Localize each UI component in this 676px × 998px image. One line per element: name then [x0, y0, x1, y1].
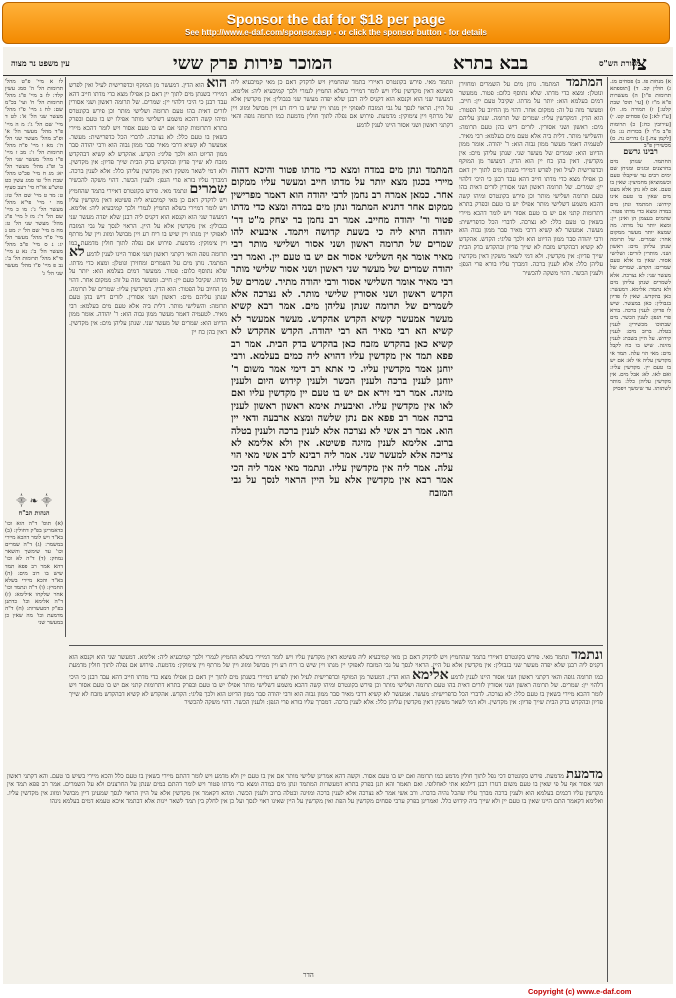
- page-header: [3, 49, 673, 75]
- lower-dibbur-alima: אלימא: [412, 666, 449, 683]
- lower-dibbur-medamaat: מדמעת: [566, 767, 604, 782]
- rabbeinu-gershom-column: החתמד. שנותן מים בחרצנים ובזגים ומניחן שם ימים רבים עד שיקבלו טעם וכשמוציאן מחמיצין: שאין בו טעם. אם לא נתן אלא מעט מים שאין בו טעם אינו קידוש: המתמד ונתן מים במדה ומצא כדי מדתו פטור. שהמים בעצמן הן ואינן יין: ומצא יותר על מדתו. מה שמצא יותר מעשר ממקום אחר: שמרים. של תרומה שנתן עליהן מים: ראשון ושני. מותרין לזרים: ושלישי אסור. שאין בו אלא טעם שמרים: הקדש. שמרים של מעשר שני: לא נצרכה. אלא לשמרים שנתן עליהן מים ולא נתמד: אלימא. דמעשר: כאן בהקדש. שאין לו פדיון בגבולין: כאן במעשר. שיש לו פדיון: לענין ברכה. בורא פרי הגפן: לענין הכשר. מים שבתוכו מכשירין: לענין בטלה. ברוב מים: לענין קידוש. על היין בשבת: לענין מזיגה. שיש בו כח לקבל מים: מאי הוי עלה. תמד אי מקדשין עליה אי לא: אם יש בו טעם יין. מקדשין עליו: ואם לאו. לא: אבל מים. אין מקדשין עליהן כלל: מותר לשתותו. עד שימשך ויפסיק: [610, 159, 671, 392]
- page-catchword: הדר: [303, 971, 314, 979]
- tosafot-dibbur-shmarim: שמרים: [189, 181, 227, 198]
- copyright-notice: Copyright (c) www.e-daf.com: [528, 987, 632, 996]
- rashi-text: המתמד. נותן מים על השמרים ומחזירן ונוטלן: ומצא כדי מדתו. שלא נתוסף כלום: פטור. ממעשר דמים בעלמא הוא: יותר על מדתו. שקיבל טעם יין: חייב. ומעשר מזה על זה: ממקום אחר. דהוי מן החיוב על הפטור: הוא הדין. דמקדשין עליו: שמרים של תרומה. שנתן עליהם מים: ראשון ושני אסורין. לזרים דיש בהן טעם תרומה: והשלישי מותר. דלית ביה אלא טעם מים בעלמא: רבי מאיר. לטעמיה דאמר מעשר ממון גבוה הוא: ר' יהודה. אומר ממון הדיוט הוא: שמרים של מעשר שני. שנתן עליהן מים: אין מקדשין. דאין בהן כח יין: [459, 81, 604, 166]
- sponsor-subline[interactable]: See http://www.e-daf.com/sponsor.asp - or click the sponsor button - for details: [185, 28, 487, 37]
- tosafot-column: [69, 75, 228, 639]
- lower-text-c: מדמעת. פירש בקונטרס דכי נפל לתוך חולין מדמע כמו תרומה ואם יש בו טעם אסור. וקשה דהא אמרינן שלישי מותר אם אין בו טעם יין ולא מדמע ויש לומר דהתם מיירי בשאין בו טעם כלל והכא מיירי בשיש בו טעם. והא דקתני ראשון ושני אסור אף על פי שאין בו טעם משום דגזרו רבנן דילמא אתי לאחלופי. ואם תאמר והא תנן בפרק בתרא דמעשרות המתמד ונתן מים במדה ומצא כדי מדתו פטור ויש לומר דהתם במים שנתן על החרצנים ולא על השמרים. אמר רב פפא תמד אין מקדשין עליו דכמים בעלמא הוא ולענין ברכה מברך עליו שהכל נהיה בדברו. ורב אשי אמר לא נצרכה אלא לענין ברכה ומזיגה ובטלה ברוב ולענין הכשר. ומהא דקאמר אין מקדשין אלא על היין הראוי לנסך שמעינן דיין מבושל ומזוג אין מקדשין עליו. ואלימא דקאמר התם היינו שאין בו טעם יין ולא שייך ביה קידוש כלל. ואמרינן בפרק ערבי פסחים מקדשין על הפת ואין מקדשין על היין שאינו ראוי לנסך ועל כן אין לחלק בין תמד לשאר יינות אלא דבתמד איכא טעמא דמים בעלמא נינהו: [7, 773, 603, 806]
- haggahot-column: (א) תוס' ד"ה הוא וכו' כדאמרינן בפ"ק דחולין: (ב) בא"ד ויש לומר דהכא מיירי במשמר: (ג) ד"ה שמרים וכו' עד שימשך והשאר נמחק: (ד) ד"ה לא וכו' דהא אמר רב פפא תמד שיש בו רוב מים: (ה) בא"ד והכא מיירי בשלא החמיץ: (ו) ד"ה ונתמד וכו' אחר שלקחו אילימא: (ז) ד"ה אלימא וכו' כדתנן בפ"ק דמעשרות: (ח) ד"ה מדמעת וכו' מה שאין כן במעשר שני: [5, 521, 63, 627]
- margin-divider-left: [65, 77, 66, 637]
- rashi-column: [459, 75, 604, 629]
- sponsor-headline[interactable]: Sponsor the daf for $18 per page: [226, 11, 446, 27]
- lower-commentary-a: [69, 647, 604, 769]
- ein-mishpat-label: עין משפט נר מצוה: [11, 58, 70, 68]
- gemara-main-text: [231, 165, 453, 643]
- daf-number: צז: [631, 51, 648, 75]
- lower-section-rule: [69, 645, 603, 646]
- talmud-page: [3, 47, 673, 984]
- lower-text-b: הוא הדין. דמעשר מן המוקף וכדפרישית לעיל ואין לפרש דמיירי בשנתן מים לתוך יין דאם כן אפילו מצא כדי מדתו חייב דהא עבד רבנן כי היכי דלהוי יין: שמרים. של תרומה ראשון ושני אסורין לזרים דאית בהו טעם תרומה ושלישי מותר וכן פירש בקונטרס ומיהו קשה דהכא משמע דשלישי מותר אפילו יש בו טעם ובפרק בתרא דתרומות קתני אם יש בו טעם אסור ויש לומר דהכא מיירי בשאין בו טעם כלל: לא נצרכה. לדברי הכל כדפרישית: מעשר. אמעשר לא קשיא דרבי מאיר סבר ממון גבוה הוא ורבי יהודה סבר ממון הדיוט הוא ולכך פליגי: הקדש. אהקדש לא קשיא דבהקדש מזבח לא שייך פדיון ובהקדש בדק הבית שייך פדיון: אין מקדשין. ולא דמי לשאר משקין דאין מקדשין עליהן כלל: אלא לענין ברכה. דמברך עליו בורא פרי הגפן: ולענין הכשר. דהוי משקה להכשיר: [69, 673, 603, 707]
- lower-commentary-b: [7, 767, 604, 969]
- tosafot-top-text: ונתמד מאי. פירש בקונטרס דאיירי בתמד שהחמיץ ויש לדקדק דאם כן מאי קמיבעיא ליה פשיטא דאין מקדשין עליו ויש לומר דמיירי בשלא החמיץ לגמרי ולכך קמיבעיא ליה: אלימא. דמעשר שני הוא וקנסא הוא דקניס ליה רבנן שלא יפדה מעשר שני בגבולין: אין מקדשין אלא על היין. הראוי לנסך על גבי המזבח לאפוקי יין מגתו ויין שיש בו ריח רע ויין מבושל ומזוג ויין של מרתף ויין צימוקין: מדמעת. פירוש אם נפלה לתוך חולין מדמעת כמו תרומה גופה והאי דקתני ראשון ושני אסור היינו לענין לדמע: [231, 79, 453, 129]
- lower-text-a: ונתמד מאי. פירש בקונטרס דאיירי בתמד שהחמיץ ויש לדקדק דאם כן מאי קמיבעיא ליה פשיטא דאין מקדשין עליו ויש לומר דמיירי בשלא החמיץ לגמרי ולכך קמיבעיא ליה: אלימא. דמעשר שני הוא וקנסא הוא דקניס ליה רבנן שלא יפדה מעשר שני בגבולין: אין מקדשין אלא על היין. הראוי לנסך על גבי המזבח לאפוקי יין מגתו ויין שיש בו ריח רע ויין מבושל ומזוג ויין של מרתף ויין צימוקין: מדמעת. פירוש אם נפלה לתוך חולין מדמעת כמו תרומה גופה והאי דקתני ראשון ושני אסור היינו לענין לדמע: [69, 654, 604, 681]
- chapter-title: המוכר פירות פרק ששי: [173, 53, 333, 74]
- tosafot-top-block: [231, 79, 453, 161]
- tractate-title: בבא בתרא: [453, 53, 529, 74]
- mesoret-label: מסורת הש"ס: [599, 58, 641, 68]
- rabbeinu-gershom-heading: רבינו גרשם: [623, 146, 658, 156]
- haggahot-heading: הגהות הב"ח: [18, 509, 50, 517]
- gemara-text: המתמד ונתן מים במדה ומצא כדי מדתו פטור והיכא דהוה מיירי בכגון מצא יותר על מדתו חייב ומעשר עליו ממקום אחר. כמאן אמרה רב נחמן לרבי יהודה הוא דאמר מפרישין ממקום אחר דתניא המתמד ונתן מים במדה ומצא כדי מדתו פטור ור' יהודה מחייב. אמר רב נחמן בר יצחק מ"ט דר' יהודה הויא ליה כי בשעת קדושה ויתמד. איבעיא להו שמרים של תרומה ראשון ושני אסור ושלישי מותר רבי מאיר אומר אף השלישי אסור אם יש בו טעם יין. ואמר רבי יהודה שמרים של מעשר שני ראשון ושני אסור שלישי מותר רבי מאיר אומר השלישי אסור ורבי יהודה מתיר. שמרים של הקדש ראשון ושני אסורין שלישי מותר. לא נצרכה אלא לשמרים של תרומה שנתן עליהן מים. אמר רבא קשיא מעשר אמעשר קשיא הקדש אהקדש. מעשר אמעשר לא קשיא הא רבי מאיר הא רבי יהודה. הקדש אהקדש לא קשיא כאן בהקדש מזבח כאן בהקדש בדק הבית. אמר רב פפא תמד אין מקדשין עליו דהויא ליה כמים בעלמא. ורבי יוחנן אמר מקדשין עליו. כי אתא רב דימי אמר משום ר' יוחנן לענין ברכה ולענין הכשר ולענין קידוש היום ולענין מזיגה. אמר רבי זירא אם יש בו טעם יין מקדשין עליו ואם לאו אין מקדשין עליו. ואיבעית אימא ראשון ראשון לענין ברכה אמר רב פפא אם נתן שלשה ומצא ארבעה ודאי יין הוא. אמר רב אשי לא נצרכה אלא לענין ברכה ולענין בטלה ברוב. אלימא לענין מזיגה פשיטא. אין ולא אלימא לא צריכה אלא למעשר שני. אמר ליה רבינא לרב אשי מאי הוי עלה. אמר ליה אין מקדשין עליו. ונתמד מאי אמר ליה הכי אמר רבא אין מקדשין אלא על היין הראוי לנסך על גבי המזבח: [231, 165, 453, 499]
- divider-ornament: ⸎ ❧ ⸎: [16, 496, 52, 507]
- rashi-text-cont: הוא הדין. דמעשר מן המוקף וכדפרישית לעיל ואין לפרש דמיירי בשנתן מים לתוך יין דאם כן אפילו מצא כדי מדתו חייב דהא עבד רבנן כי היכי דלהוי יין: שמרים. של תרומה ראשון ושני אסורין לזרים דאית בהו טעם תרומה ושלישי מותר וכן פירש בקונטרס ומיהו קשה דהכא משמע דשלישי מותר אפילו יש בו טעם ובפרק בתרא דתרומות קתני אם יש בו טעם אסור ויש לומר דהכא מיירי בשאין בו טעם כלל: לא נצרכה. לדברי הכל כדפרישית: מעשר. אמעשר לא קשיא דרבי מאיר סבר ממון גבוה הוא ורבי יהודה סבר ממון הדיוט הוא ולכך פליגי: הקדש. אהקדש לא קשיא דבהקדש מזבח לא שייך פדיון ובהקדש בדק הבית שייך פדיון: אין מקדשין. ולא דמי לשאר משקין דאין מקדשין עליהן כלל: אלא לענין ברכה. דמברך עליו בורא פרי הגפן: ולענין הכשר. דהוי משקה להכשיר: [459, 158, 603, 278]
- rashi-dibbur-hamatchil: המתמד: [559, 75, 603, 90]
- lower-dibbur-venitmad: ונתמד: [571, 647, 604, 663]
- tosafot-text-2: ונתמד מאי. פירש בקונטרס דאיירי בתמד שהחמיץ ויש לדקדק דאם כן מאי קמיבעיא ליה פשיטא דאין מקדשין עליו ויש לומר דמיירי בשלא החמיץ לגמרי ולכך קמיבעיא ליה: אלימא. דמעשר שני הוא וקנסא הוא דקניס ליה רבנן שלא יפדה מעשר שני בגבולין: אין מקדשין אלא על היין. הראוי לנסך על גבי המזבח לאפוקי יין מגתו ויין שיש בו ריח רע ויין מבושל ומזוג ויין של מרתף ויין צימוקין: מדמעת. פירוש אם נפלה לתוך חולין מדמעת כמו תרומה גופה והאי דקתני ראשון ושני אסור היינו לענין לדמע: [69, 188, 228, 259]
- sponsor-banner[interactable]: [2, 2, 670, 44]
- tosafot-dibbur-lo: לא: [69, 244, 85, 261]
- tosafot-text: הוא הדין. דמעשר מן המוקף וכדפרישית לעיל ואין לפרש דמיירי בשנתן מים לתוך יין דאם כן אפילו מצא כדי מדתו חייב דהא עבד רבנן כי היכי דלהוי יין: שמרים. של תרומה ראשון ושני אסורין לזרים דאית בהו טעם תרומה ושלישי מותר וכן פירש בקונטרס ומיהו קשה דהכא משמע דשלישי מותר אפילו יש בו טעם ובפרק בתרא דתרומות קתני אם יש בו טעם אסור ויש לומר דהכא מיירי בשאין בו טעם כלל: לא נצרכה. לדברי הכל כדפרישית: מעשר. אמעשר לא קשיא דרבי מאיר סבר ממון גבוה הוא ורבי יהודה סבר ממון הדיוט הוא ולכך פליגי: הקדש. אהקדש לא קשיא דבהקדש מזבח לא שייך פדיון ובהקדש בדק הבית שייך פדיון: אין מקדשין. ולא דמי לשאר משקין דאין מקדשין עליהן כלל: אלא לענין ברכה. דמברך עליו בורא פרי הגפן: ולענין הכשר. דהוי משקה להכשיר: [69, 82, 227, 184]
- mesoret-column: א) מנחות פו. ב) פסחים מג. ג) חולין קכ. ד) [תוספתא תרומות פ"ו] ה) מעשרות פ"א מ"ז ו) [עי' תוס' שבת קלט:] ז) תמורה מז. ח) [ע"ז לא:] ט) פסחים קט. י) [עירובין כח:] כ) תרומות פ"ב מ"ו ל) בכורות נג: מ) [לקמן צח.] נ) נדרים נה. ס) מכשירין פ"ב: [610, 79, 671, 149]
- ein-mishpat-column: לו א מיי' פ"ט מהל' תרומות הל' ה' סמג עשין קלד: לז ב מיי' פ"ג מהל' תרומות הל' ח' ועי' בכ"מ שם: לח ג מיי' פ"ו מהל' מעשר שני הל' א': לט ד מיי' שם הל' ג': מ ה מיי' פ"ד מהל' מעשר הל' א' ופ"ב מהל' מעשר שני הל' ה': מא ו מיי' פ"ה מהל' תרומות הל' ו': מב ז מיי' פ"ו מהל' מעשר שני הל' ב' ופ"ג מהל' מעשר הל' יא: מג ח מיי' פכ"ט מהל' שבת הל' טו סמג עשין כט טוש"ע או"ח סי' רעב סעיף ט: מד ט מיי' שם הל' טז: מה י מיי' פי"א מהל' מעשר הל' ג': מו כ מיי' שם הל' ד': מז ל מיי' פ"ג מהל' מעשר שני הל' ט: מח מ מיי' שם הל' י: מט נ מיי' פ"ד מהל' מעשר הל' יג: נ ס מיי' פ"ב מהל' מעשר הל' ב': נא ע מיי' פי"א מהל' תרומות הל' ב': נב פ מיי' פ"ו מהל' מעשר שני הל' ג': [5, 79, 63, 277]
- tosafot-text-3: המתמד. נותן מים על השמרים ומחזירן ונוטלן: ומצא כדי מדתו. שלא נתוסף כלום: פטור. ממעשר דמים בעלמא הוא: יותר על מדתו. שקיבל טעם יין: חייב. ומעשר מזה על זה: ממקום אחר. דהוי מן החיוב על הפטור: הוא הדין. דמקדשין עליו: שמרים של תרומה. שנתן עליהם מים: ראשון ושני אסורין. לזרים דיש בהן טעם תרומה: והשלישי מותר. דלית ביה אלא טעם מים בעלמא: רבי מאיר. לטעמיה דאמר מעשר ממון גבוה הוא: ר' יהודה. אומר ממון הדיוט הוא: שמרים של מעשר שני. שנתן עליהן מים: אין מקדשין. דאין בהן כח יין: [69, 259, 227, 336]
- mesoret-rule: [610, 142, 671, 143]
- tosafot-dibbur-hu: הוא: [206, 75, 227, 91]
- margin-divider-right: [607, 77, 608, 982]
